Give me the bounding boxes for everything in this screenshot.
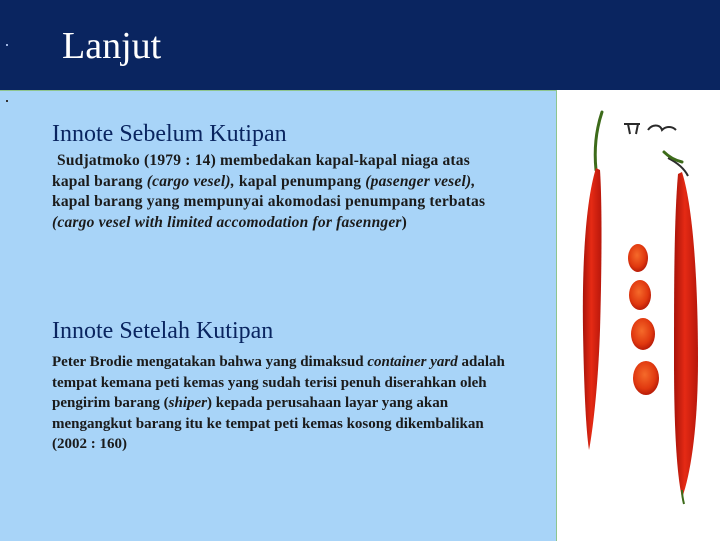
chili-slice	[628, 244, 648, 272]
chili-stems	[624, 124, 676, 134]
text-run-italic: shiper	[168, 395, 208, 411]
text-run-italic: (pasenger vesel),	[365, 172, 476, 190]
chili-slice	[629, 280, 651, 310]
chili-slices	[628, 244, 659, 395]
slide-header	[0, 0, 720, 90]
chili-slice	[631, 318, 655, 350]
text-run: adalah tempat kemana peti kemas yang sudah terisi penuh diserahkan oleh pengirim barang (	[52, 354, 505, 411]
section-text-after	[52, 352, 512, 455]
section-heading-after: Innote Setelah Kutipan	[52, 318, 274, 344]
header-bullet-dot	[6, 44, 8, 46]
text-run: kapal penumpang	[234, 172, 366, 190]
slide-title: Lanjut	[62, 25, 162, 67]
text-run: ) kepada perusahaan layar yang akan mengangkut barang itu ke tempat peti kemas kosong dikembalikan (2002 : 160)	[52, 395, 484, 452]
section-text-before	[52, 151, 512, 233]
chili-pepper-image	[556, 90, 720, 540]
chili-left	[583, 112, 602, 450]
text-run: Sudjatmoko (1979 : 14) membedakan kapal-kapal niaga atas kapal barang	[52, 152, 470, 190]
panel-bullet-dot	[6, 100, 8, 102]
text-run-italic: (cargo vesel),	[146, 172, 235, 190]
text-run: kapal barang yang mempunyai akomodasi penumpang terbatas	[52, 193, 486, 210]
chili-slice	[633, 361, 659, 395]
text-run-italic: container yard	[367, 354, 458, 370]
text-run: Peter Brodie mengatakan bahwa yang dimaksud	[52, 354, 368, 370]
text-run: )	[401, 213, 408, 231]
text-run-italic: (cargo vesel with limited accomodation for fasennger	[52, 213, 402, 231]
chili-illustration	[556, 90, 720, 540]
chili-right	[664, 152, 698, 504]
section-heading-before: Innote Sebelum Kutipan	[52, 121, 287, 147]
